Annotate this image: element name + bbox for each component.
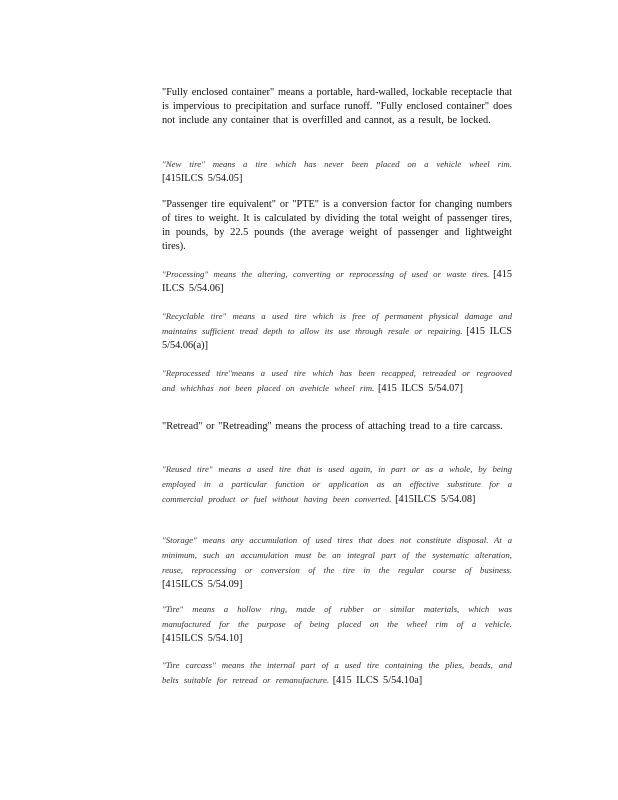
definition-text: "Passenger tire equivalent" or "PTE" is a conversion factor for changing numbers of tires to weight. It is calculated by dividing the total weight of passenger tires, in pounds, by 22.5 pounds (the average weight of passenger and lightweight tires). bbox=[162, 199, 512, 252]
statute-citation: [415 ILCS 5/54.10a] bbox=[332, 675, 423, 686]
statute-citation: [415ILCS 5/54.08] bbox=[395, 494, 476, 505]
definition-storage bbox=[162, 533, 512, 592]
definition-text: "Reprocessed tire"means a used tire which has been recapped, retreaded or regrooved and whichhas not been placed on avehicle wheel rim. bbox=[162, 368, 512, 393]
definition-new-tire bbox=[162, 157, 512, 186]
definition-reprocessed-tire bbox=[162, 366, 512, 396]
definition-text: "Processing" means the altering, converting or reprocessing of used or waste tires. bbox=[162, 269, 490, 279]
statute-citation: [415ILCS 5/54.05] bbox=[162, 173, 243, 184]
statute-citation: [415 ILCS 5/54.06(a)] bbox=[162, 326, 512, 351]
definition-text: "Storage" means any accumulation of used tires that does not constitute disposal. At a minimum, such an accumulation must be an integral part of the systematic alteration, reuse, reprocessing or conversion of the tire in the regular course of business. bbox=[162, 535, 512, 575]
definition-text: "Tire carcass" means the internal part of a used tire containing the plies, beads, and belts suitable for retread or remanufacture. bbox=[162, 660, 512, 685]
definition-fully-enclosed-container bbox=[162, 86, 512, 128]
statute-citation: [415 ILCS 5/54.07] bbox=[377, 383, 463, 394]
statute-citation: [415ILCS 5/54.09] bbox=[162, 579, 243, 590]
definition-text: "Fully enclosed container" means a portable, hard-walled, lockable receptacle that is impervious to precipitation and surface runoff. "Fully enclosed container" does not include any container that is overfilled and cannot, as a result, be locked. bbox=[162, 87, 512, 126]
definition-recyclable-tire bbox=[162, 309, 512, 353]
definition-reused-tire bbox=[162, 462, 512, 507]
statute-citation: [415ILCS 5/54.10] bbox=[162, 633, 243, 644]
definition-passenger-tire-equivalent bbox=[162, 198, 512, 254]
definition-tire-carcass bbox=[162, 658, 512, 688]
definition-text: "Reused tire" means a used tire that is used again, in part or as a whole, by being employed in a particular function or application as an effective substitute for a commercial product or fuel without having been converted. bbox=[162, 464, 512, 504]
definition-text: "New tire" means a tire which has never been placed on a vehicle wheel rim. bbox=[162, 159, 512, 169]
definition-text: "Retread" or "Retreading" means the process of attaching tread to a tire carcass. bbox=[162, 421, 503, 432]
statute-citation: [415 ILCS 5/54.06] bbox=[162, 269, 512, 294]
definition-text: "Tire" means a hollow ring, made of rubber or similar materials, which was manufactured for the purpose of being placed on the wheel rim of a vehicle. bbox=[162, 604, 512, 629]
definition-tire bbox=[162, 602, 512, 646]
definition-processing bbox=[162, 267, 512, 296]
definition-retread bbox=[162, 420, 512, 434]
definition-text: "Recyclable tire" means a used tire which is free of permanent physical damage and maintains sufficient tread depth to allow its use through resale or repairing. bbox=[162, 311, 512, 336]
